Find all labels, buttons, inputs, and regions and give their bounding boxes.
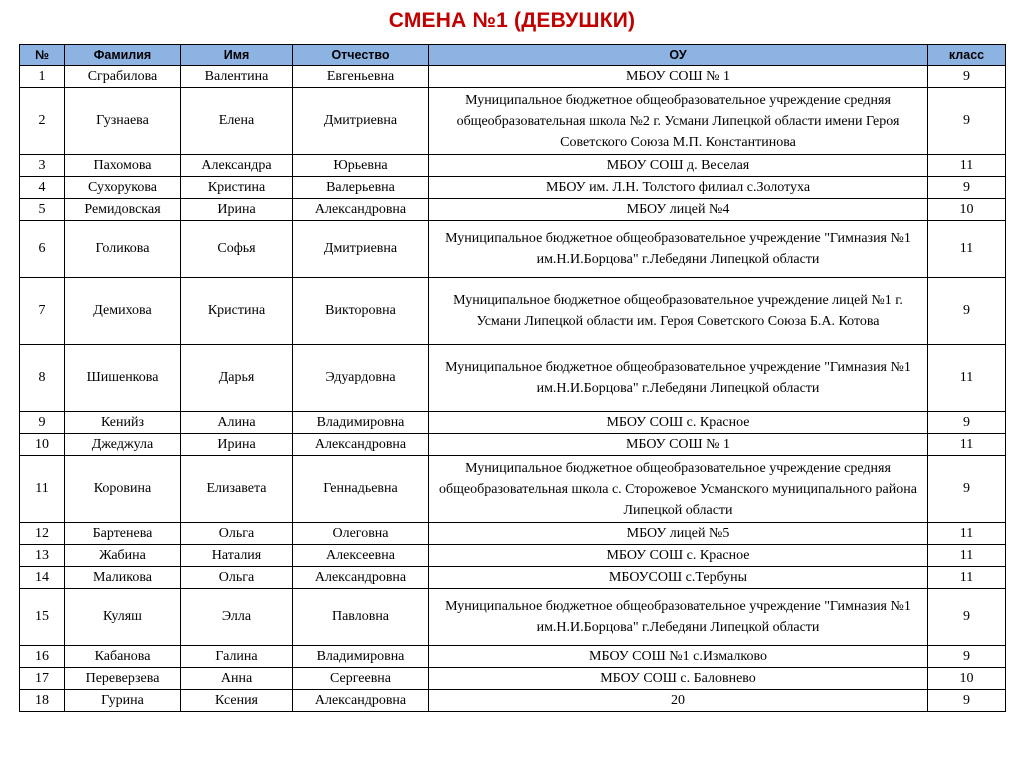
cell-grade: 11 [928,155,1006,177]
cell-grade: 11 [928,221,1006,278]
cell-num: 14 [20,567,65,589]
cell-grade: 9 [928,646,1006,668]
cell-patronymic: Сергеевна [293,668,429,690]
cell-num: 2 [20,88,65,155]
cell-grade: 9 [928,690,1006,712]
cell-name: Елизавета [181,456,293,523]
table-row [20,345,1006,412]
cell-name: Александра [181,155,293,177]
cell-name: Анна [181,668,293,690]
table-row [20,567,1006,589]
cell-school: МБОУ СОШ №1 с.Измалково [429,646,928,668]
cell-num: 9 [20,412,65,434]
cell-school: Муниципальное бюджетное общеобразовательное учреждение средняя общеобразовательная школа с. Сторожевое Усманского муниципального района Липецкой области [429,456,928,523]
cell-patronymic: Владимировна [293,646,429,668]
cell-school: МБОУ СОШ д. Веселая [429,155,928,177]
table-row [20,456,1006,523]
cell-grade: 11 [928,567,1006,589]
table-row [20,88,1006,155]
cell-grade: 11 [928,345,1006,412]
table-row [20,155,1006,177]
cell-name: Елена [181,88,293,155]
cell-num: 13 [20,545,65,567]
cell-patronymic: Александровна [293,567,429,589]
cell-grade: 9 [928,177,1006,199]
table-row [20,589,1006,646]
cell-school: Муниципальное бюджетное общеобразовательное учреждение "Гимназия №1 им.Н.И.Борцова" г.Лебедяни Липецкой области [429,345,928,412]
cell-num: 15 [20,589,65,646]
cell-surname: Гурина [65,690,181,712]
cell-school: МБОУ СОШ № 1 [429,66,928,88]
table-row [20,66,1006,88]
cell-surname: Джеджула [65,434,181,456]
cell-surname: Кабанова [65,646,181,668]
cell-school: МБОУ лицей №5 [429,523,928,545]
header-school: ОУ [429,45,928,66]
cell-grade: 9 [928,66,1006,88]
table-row [20,545,1006,567]
cell-surname: Коровина [65,456,181,523]
cell-num: 4 [20,177,65,199]
cell-surname: Куляш [65,589,181,646]
cell-surname: Голикова [65,221,181,278]
cell-grade: 10 [928,668,1006,690]
cell-surname: Маликова [65,567,181,589]
cell-num: 7 [20,278,65,345]
table-body [20,66,1006,712]
table-row [20,278,1006,345]
table-row [20,690,1006,712]
page-title: СМЕНА №1 (ДЕВУШКИ) [388,9,636,32]
table-row [20,434,1006,456]
table-row [20,523,1006,545]
cell-num: 3 [20,155,65,177]
cell-num: 18 [20,690,65,712]
cell-patronymic: Олеговна [293,523,429,545]
cell-school: МБОУ СОШ с. Красное [429,545,928,567]
cell-surname: Жабина [65,545,181,567]
table-header-row [20,45,1006,66]
table-row [20,221,1006,278]
cell-name: Ольга [181,523,293,545]
cell-school: Муниципальное бюджетное общеобразовательное учреждение средняя общеобразовательная школа №2 г. Усмани Липецкой области имени Героя Советского Союза М.П. Константинова [429,88,928,155]
cell-school: МБОУ лицей №4 [429,199,928,221]
cell-name: Софья [181,221,293,278]
cell-patronymic: Александровна [293,690,429,712]
cell-patronymic: Эдуардовна [293,345,429,412]
cell-num: 1 [20,66,65,88]
cell-surname: Гузнаева [65,88,181,155]
cell-num: 5 [20,199,65,221]
cell-num: 12 [20,523,65,545]
cell-surname: Шишенкова [65,345,181,412]
header-name: Имя [181,45,293,66]
cell-name: Наталия [181,545,293,567]
cell-num: 11 [20,456,65,523]
cell-patronymic: Юрьевна [293,155,429,177]
cell-surname: Бартенева [65,523,181,545]
cell-surname: Кенийз [65,412,181,434]
cell-patronymic: Александровна [293,434,429,456]
cell-name: Алина [181,412,293,434]
cell-school: Муниципальное бюджетное общеобразовательное учреждение "Гимназия №1 им.Н.И.Борцова" г.Лебедяни Липецкой области [429,589,928,646]
cell-patronymic: Дмитриевна [293,221,429,278]
cell-name: Кристина [181,278,293,345]
cell-grade: 9 [928,589,1006,646]
cell-school: МБОУСОШ с.Тербуны [429,567,928,589]
cell-surname: Пахомова [65,155,181,177]
cell-patronymic: Евгеньевна [293,66,429,88]
cell-name: Ирина [181,199,293,221]
cell-num: 10 [20,434,65,456]
cell-name: Галина [181,646,293,668]
header-surname: Фамилия [65,45,181,66]
header-num: № [20,45,65,66]
cell-patronymic: Геннадьевна [293,456,429,523]
cell-school: Муниципальное бюджетное общеобразовательное учреждение "Гимназия №1 им.Н.И.Борцова" г.Лебедяни Липецкой области [429,221,928,278]
cell-surname: Ремидовская [65,199,181,221]
cell-school: МБОУ СОШ с. Баловнево [429,668,928,690]
table-row [20,177,1006,199]
cell-patronymic: Дмитриевна [293,88,429,155]
cell-patronymic: Алексеевна [293,545,429,567]
cell-grade: 11 [928,545,1006,567]
cell-surname: Демихова [65,278,181,345]
cell-name: Кристина [181,177,293,199]
table-row [20,412,1006,434]
header-patronymic: Отчество [293,45,429,66]
cell-school: 20 [429,690,928,712]
cell-grade: 9 [928,456,1006,523]
cell-school: МБОУ СОШ № 1 [429,434,928,456]
cell-patronymic: Владимировна [293,412,429,434]
cell-num: 16 [20,646,65,668]
cell-name: Ксения [181,690,293,712]
cell-num: 17 [20,668,65,690]
table-row [20,668,1006,690]
cell-num: 8 [20,345,65,412]
cell-school: МБОУ им. Л.Н. Толстого филиал с.Золотуха [429,177,928,199]
cell-grade: 10 [928,199,1006,221]
header-grade: класс [928,45,1006,66]
cell-patronymic: Павловна [293,589,429,646]
cell-num: 6 [20,221,65,278]
cell-grade: 11 [928,523,1006,545]
cell-grade: 9 [928,88,1006,155]
cell-patronymic: Александровна [293,199,429,221]
cell-surname: Переверзева [65,668,181,690]
cell-name: Ирина [181,434,293,456]
cell-grade: 11 [928,434,1006,456]
table-row [20,646,1006,668]
cell-patronymic: Валерьевна [293,177,429,199]
cell-surname: Сграбилова [65,66,181,88]
cell-name: Дарья [181,345,293,412]
cell-school: Муниципальное бюджетное общеобразовательное учреждение лицей №1 г. Усмани Липецкой области им. Героя Советского Союза Б.А. Котова [429,278,928,345]
cell-name: Ольга [181,567,293,589]
cell-school: МБОУ СОШ с. Красное [429,412,928,434]
cell-patronymic: Викторовна [293,278,429,345]
cell-name: Валентина [181,66,293,88]
participants-table [19,44,1006,712]
cell-surname: Сухорукова [65,177,181,199]
cell-grade: 9 [928,412,1006,434]
cell-name: Элла [181,589,293,646]
cell-grade: 9 [928,278,1006,345]
table-row [20,199,1006,221]
